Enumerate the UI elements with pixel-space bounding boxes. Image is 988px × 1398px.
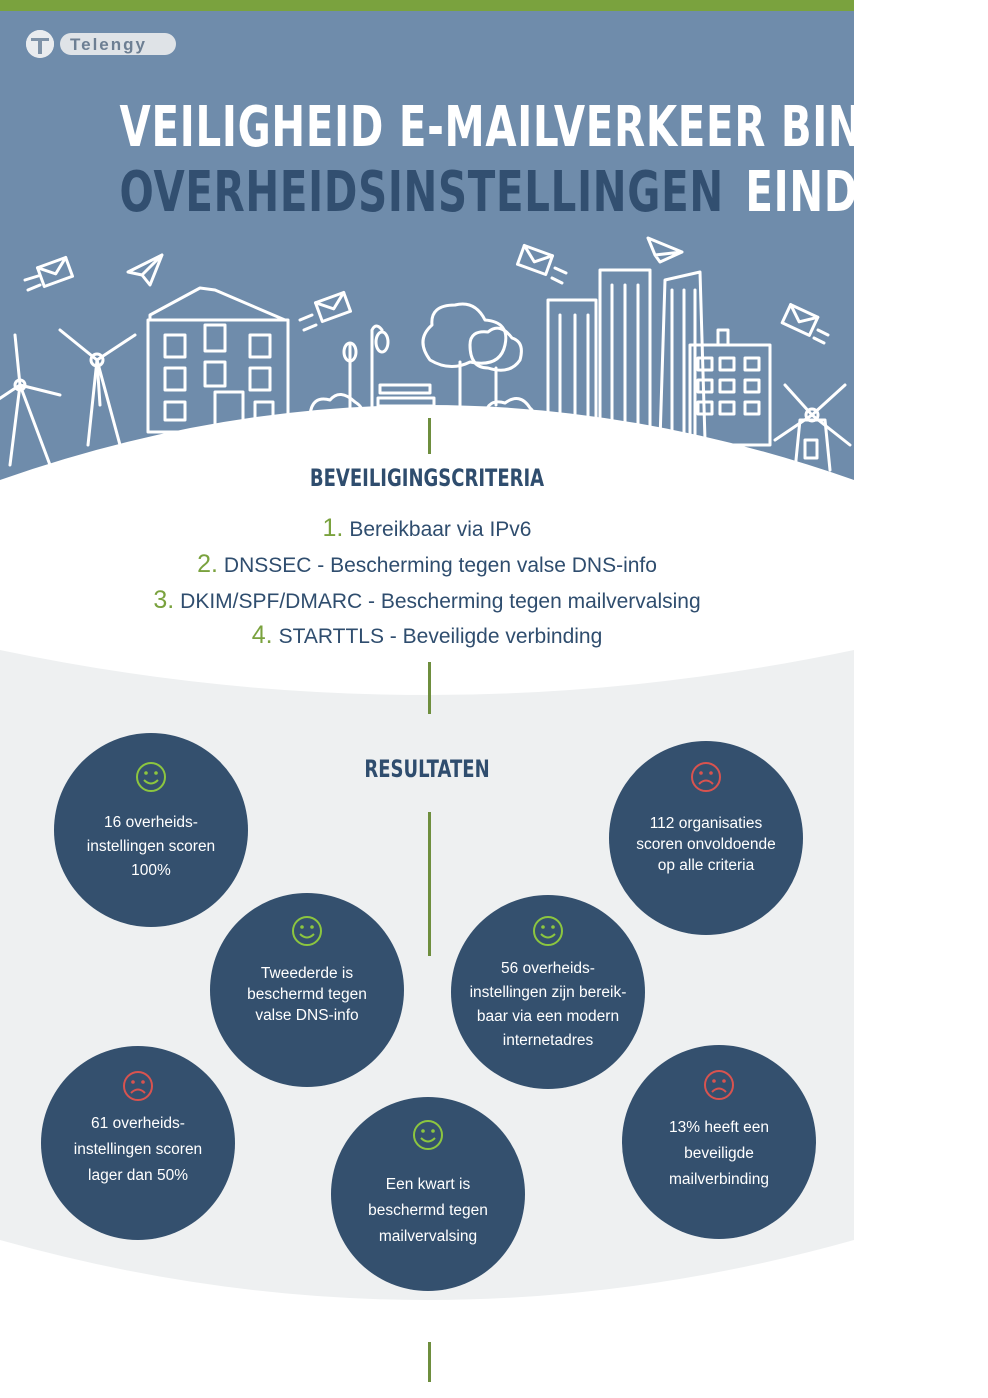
criteria-item <box>0 550 854 579</box>
result-line: instellingen scoren <box>86 838 216 855</box>
happy-face-icon <box>135 761 167 793</box>
happy-face-icon <box>291 915 323 947</box>
result-line: scoren onvoldoende <box>636 836 776 853</box>
result-text <box>72 811 230 883</box>
sad-face-icon <box>690 761 722 793</box>
result-line: valse DNS-info <box>255 1007 359 1024</box>
page-title-line2-dark: OVERHEIDSINSTELLINGEN <box>119 160 724 225</box>
result-line: 61 overheids- <box>91 1115 185 1132</box>
results-heading: RESULTATEN <box>364 755 490 783</box>
result-line: beveiligde <box>684 1145 754 1162</box>
result-circle <box>451 895 645 1089</box>
result-text <box>459 957 637 1053</box>
connector-line <box>428 812 431 956</box>
result-line: 16 overheids- <box>104 814 198 831</box>
result-line: instellingen zijn bereik- <box>469 984 627 1001</box>
criteria-item <box>0 621 854 650</box>
criteria-number: 2. <box>197 550 218 578</box>
result-circle <box>331 1097 525 1291</box>
result-circle <box>54 733 248 927</box>
connector-line <box>428 418 431 454</box>
criteria-number: 1. <box>322 514 344 542</box>
criteria-number: 4. <box>251 621 273 649</box>
result-circle <box>622 1045 816 1239</box>
connector-line <box>428 662 431 714</box>
criteria-text: DKIM/SPF/DMARC - Bescherming tegen mailvervalsing <box>180 590 701 613</box>
result-line: mailverbinding <box>669 1171 769 1188</box>
result-line: 100% <box>131 862 171 879</box>
result-circle <box>210 893 404 1087</box>
happy-face-icon <box>412 1119 444 1151</box>
criteria-number: 3. <box>153 586 175 614</box>
logo-text: Telengy <box>70 35 147 54</box>
result-line: lager dan 50% <box>88 1167 188 1184</box>
result-text <box>349 1172 507 1250</box>
result-line: 112 organisaties <box>649 815 763 832</box>
happy-face-icon <box>532 915 564 947</box>
page-title-line2 <box>119 160 988 225</box>
connector-line <box>428 1342 431 1382</box>
result-line: 56 overheids- <box>501 960 595 977</box>
result-line: mailvervalsing <box>378 1228 478 1245</box>
criteria-item <box>0 586 854 615</box>
result-text <box>640 1115 798 1193</box>
result-text <box>228 963 386 1026</box>
page-title-line2-light: EIND 2018 <box>745 160 988 225</box>
result-line: Tweederde is <box>260 965 354 982</box>
criteria-heading: BEVEILIGINGSCRITERIA <box>309 464 545 492</box>
sad-face-icon <box>122 1070 154 1102</box>
result-text <box>59 1111 217 1189</box>
result-circle <box>609 741 803 935</box>
sad-face-icon <box>703 1069 735 1101</box>
result-line: instellingen scoren <box>73 1141 203 1158</box>
result-circle <box>41 1046 235 1240</box>
criteria-text: STARTTLS - Beveiligde verbinding <box>278 625 603 648</box>
criteria-text: Bereikbaar via IPv6 <box>349 518 532 541</box>
telengy-logo <box>26 30 176 58</box>
result-line: 13% heeft een <box>669 1119 769 1136</box>
result-text <box>627 813 785 876</box>
page-title-line1: VEILIGHEID E-MAILVERKEER BINNEN <box>119 95 960 160</box>
result-line: beschermd tegen <box>368 1202 488 1219</box>
criteria-text: DNSSEC - Bescherming tegen valse DNS-info <box>223 554 657 577</box>
result-line: beschermd tegen <box>247 986 367 1003</box>
result-line: baar via een modern <box>476 1008 620 1025</box>
result-line: internetadres <box>502 1032 594 1049</box>
result-line: op alle criteria <box>657 857 755 874</box>
result-line: Een kwart is <box>385 1176 471 1193</box>
criteria-item <box>0 514 854 543</box>
telengy-logo-mark-icon <box>26 30 54 58</box>
